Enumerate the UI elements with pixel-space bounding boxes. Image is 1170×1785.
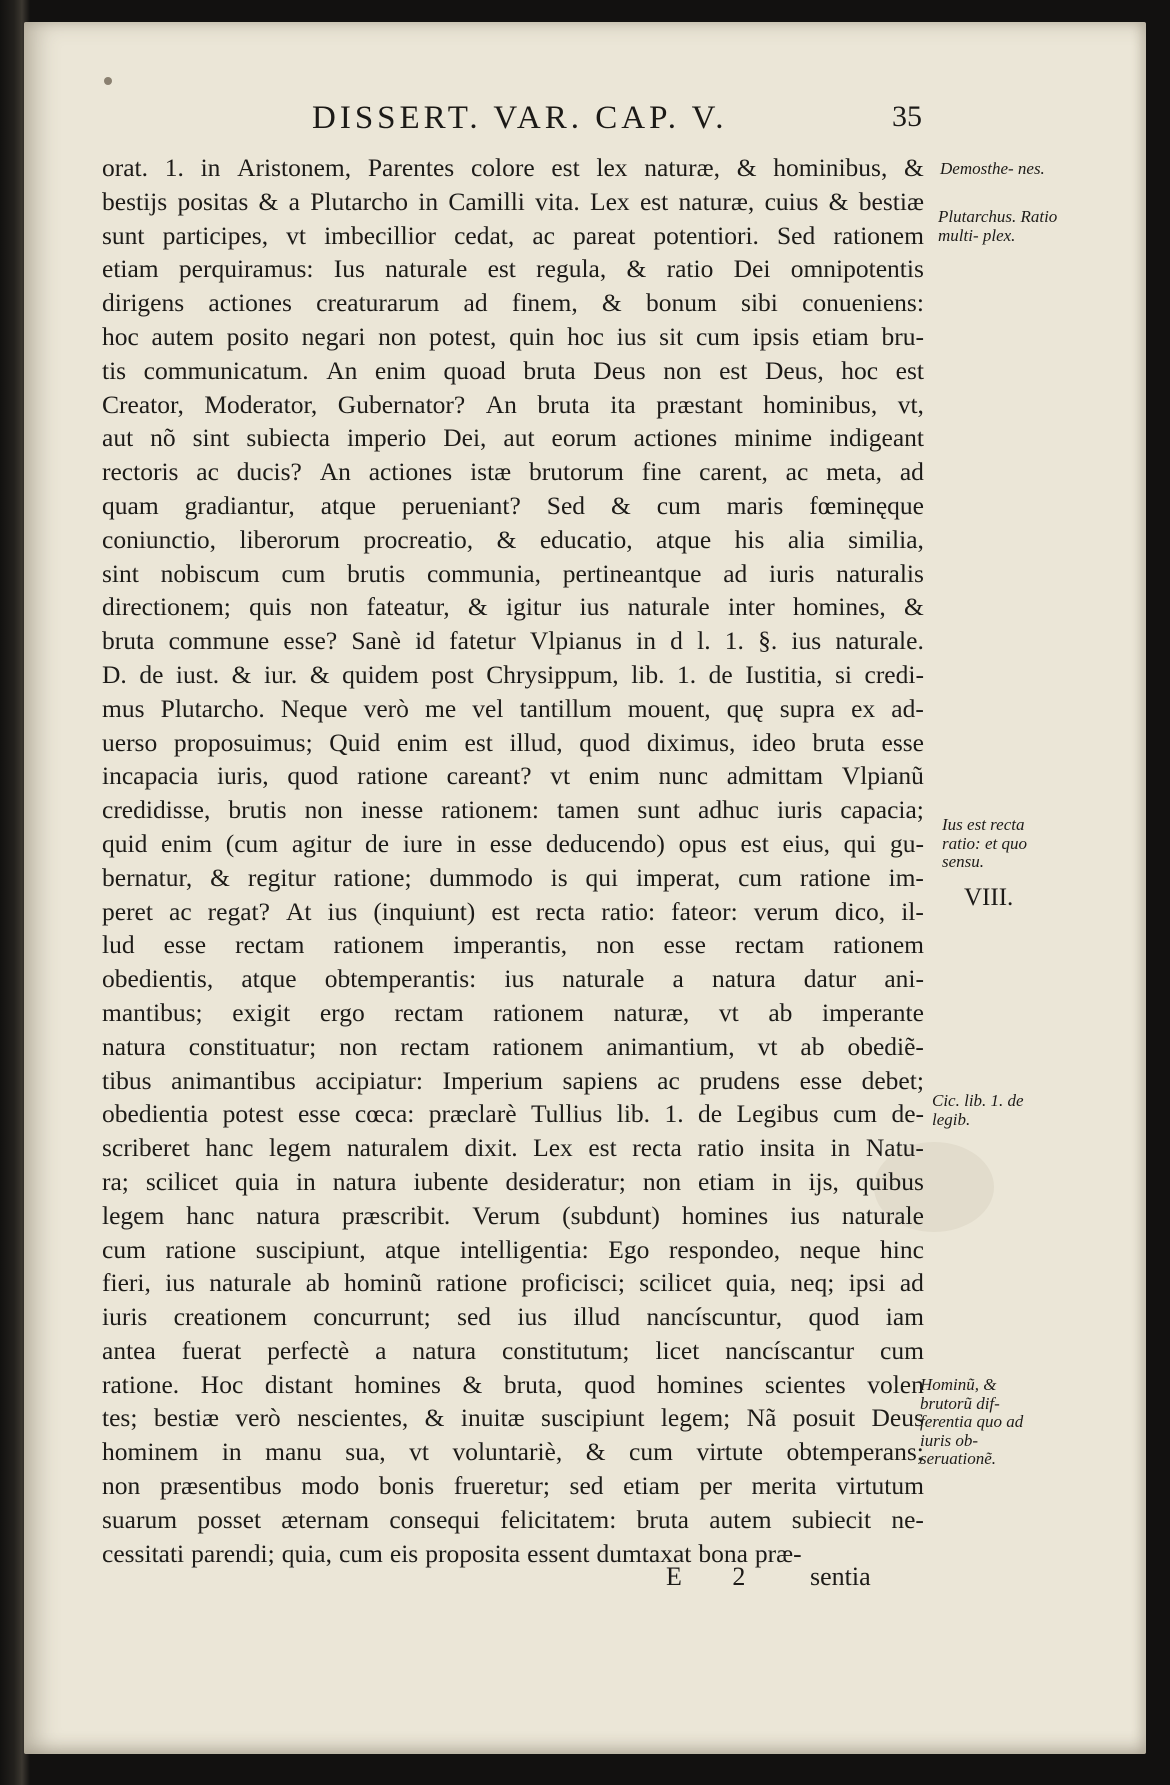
text-line: scriberet hanc legem naturalem dixit. Lex est recta ratio insita in Natu- bbox=[102, 1133, 924, 1163]
text-line: ra; scilicet quia in natura iubente desideratur; non etiam in ijs, quibus bbox=[102, 1166, 924, 1196]
text-line: non præsentibus modo bonis frueretur; sed etiam per merita virtutum bbox=[102, 1471, 924, 1501]
text-line: tis communicatum. An enim quoad bruta Deus non est Deus, hoc est bbox=[102, 355, 924, 385]
text-line: etiam perquiramus: Ius naturale est regula, & ratio Dei omnipotentis bbox=[102, 254, 924, 284]
margin-note-cicero: Cic. lib. 1. de legib. bbox=[932, 1091, 1024, 1129]
text-line: cum ratione suscipiunt, atque intelligentia: Ego respondeo, neque hinc bbox=[102, 1234, 924, 1264]
text-line: cessitati parendi; quia, cum eis proposita essent dumtaxat bona præ- bbox=[102, 1538, 802, 1568]
signature-mark: E 2 bbox=[666, 1562, 768, 1591]
text-line: tes; bestiæ verò nescientes, & inuitæ suscipiunt legem; Nã posuit Deus bbox=[102, 1403, 924, 1433]
body-text bbox=[102, 151, 924, 1570]
text-line: mantibus; exigit ergo rectam rationem naturæ, vt ab imperante bbox=[102, 997, 924, 1027]
text-line: hoc autem posito negari non potest, quin hoc ius sit cum ipsis etiam bru- bbox=[102, 321, 924, 351]
text-line: Creator, Moderator, Gubernator? An bruta ita præstant hominibus, vt, bbox=[102, 389, 924, 419]
text-line: ratione. Hoc distant homines & bruta, quod homines scientes volen bbox=[102, 1369, 924, 1399]
text-line: bernatur, & regitur ratione; dummodo is qui imperat, cum ratione im- bbox=[102, 862, 924, 892]
text-line: fieri, ius naturale ab hominũ ratione proficisci; scilicet quia, neq; ipsi ad bbox=[102, 1268, 924, 1298]
text-line: antea fuerat perfectè a natura constitutum; licet nancíscantur cum bbox=[102, 1335, 924, 1365]
ink-speck bbox=[104, 77, 112, 85]
text-line: mus Plutarcho. Neque verò me vel tantillum mouent, quę supra ex ad- bbox=[102, 693, 924, 723]
text-line: bestijs positas & a Plutarcho in Camilli vita. Lex est naturæ, cuius & bestiæ bbox=[102, 186, 924, 216]
margin-note-hominum-brutorum: Hominũ, & brutorũ dif- ferentia quo ad iuris ob- seruationẽ. bbox=[920, 1375, 1024, 1468]
text-line: D. de iust. & iur. & quidem post Chrysippum, lib. 1. de Iustitia, si credi- bbox=[102, 659, 924, 689]
text-line: quid enim (cum agitur de iure in esse deducendo) opus est eius, qui gu- bbox=[102, 828, 924, 858]
text-line: natura constituatur; non rectam rationem animantium, vt ab obediẽ- bbox=[102, 1031, 924, 1061]
text-line: sint nobiscum cum brutis communia, pertineantque ad iuris naturalis bbox=[102, 558, 924, 588]
page-footer bbox=[666, 1562, 966, 1596]
page-header bbox=[312, 100, 922, 144]
text-line: rectoris ac ducis? An actiones istæ brutorum fine carent, ac meta, ad bbox=[102, 457, 924, 487]
margin-note-ius-recta-ratio: Ius est recta ratio: et quo sensu. bbox=[942, 815, 1027, 871]
text-line: legem hanc natura præscribit. Verum (subdunt) homines ius naturale bbox=[102, 1200, 924, 1230]
text-line: hominem in manu sua, vt voluntariè, & cum virtute obtemperans; bbox=[102, 1437, 924, 1467]
text-line: orat. 1. in Aristonem, Parentes colore est lex naturæ, & hominibus, & bbox=[102, 153, 924, 182]
text-line: incapacia iuris, quod ratione careant? vt enim nunc admittam Vlpianũ bbox=[102, 761, 924, 791]
margin-note-section-number: VIII. bbox=[964, 884, 1014, 911]
text-line: coniunctio, liberorum procreatio, & educatio, atque his alia similia, bbox=[102, 524, 924, 554]
text-line: obedientis, atque obtemperantis: ius naturale a natura datur ani- bbox=[102, 964, 924, 994]
text-line: iuris creationem concurrunt; sed ius illud nancíscuntur, quod iam bbox=[102, 1302, 924, 1332]
text-line: peret ac regat? At ius (inquiunt) est recta ratio: fateor: verum dico, il- bbox=[102, 896, 924, 926]
text-line: suarum posset æternam consequi felicitatem: bruta autem subiecit ne- bbox=[102, 1504, 924, 1534]
page-number: 35 bbox=[892, 100, 922, 133]
text-line: obedientia potest esse cœca: præclarè Tullius lib. 1. de Legibus cum de- bbox=[102, 1099, 924, 1129]
text-line: directionem; quis non fateatur, & igitur ius naturale inter homines, & bbox=[102, 592, 924, 622]
running-title: DISSERT. VAR. CAP. V. bbox=[312, 100, 728, 136]
catchword: sentia bbox=[810, 1562, 871, 1591]
text-line: dirigens actiones creaturarum ad finem, & bonum sibi conueniens: bbox=[102, 288, 924, 318]
text-line: quam gradiantur, atque perueniant? Sed & cum maris fœminęque bbox=[102, 490, 924, 520]
text-line: credidisse, brutis non inesse rationem: tamen sunt adhuc iuris capacia; bbox=[102, 795, 924, 825]
margin-note-plutarchus: Plutarchus. Ratio multi- plex. bbox=[938, 207, 1058, 245]
text-line: tibus animantibus accipiatur: Imperium sapiens ac prudens esse debet; bbox=[102, 1065, 924, 1095]
text-line: uerso proposuimus; Quid enim est illud, quod diximus, ideo bruta esse bbox=[102, 727, 924, 757]
text-line: sunt participes, vt imbecillior cedat, ac pareat potentiori. Sed rationem bbox=[102, 220, 924, 250]
text-line: aut nõ sint subiecta imperio Dei, aut eorum actiones minime indigeant bbox=[102, 423, 924, 453]
margin-note-demosthenes: Demosthe- nes. bbox=[940, 159, 1045, 178]
text-line: bruta commune esse? Sanè id fatetur Vlpianus in d l. 1. §. ius naturale. bbox=[102, 626, 924, 656]
text-line: lud esse rectam rationem imperantis, non esse rectam rationem bbox=[102, 930, 924, 960]
